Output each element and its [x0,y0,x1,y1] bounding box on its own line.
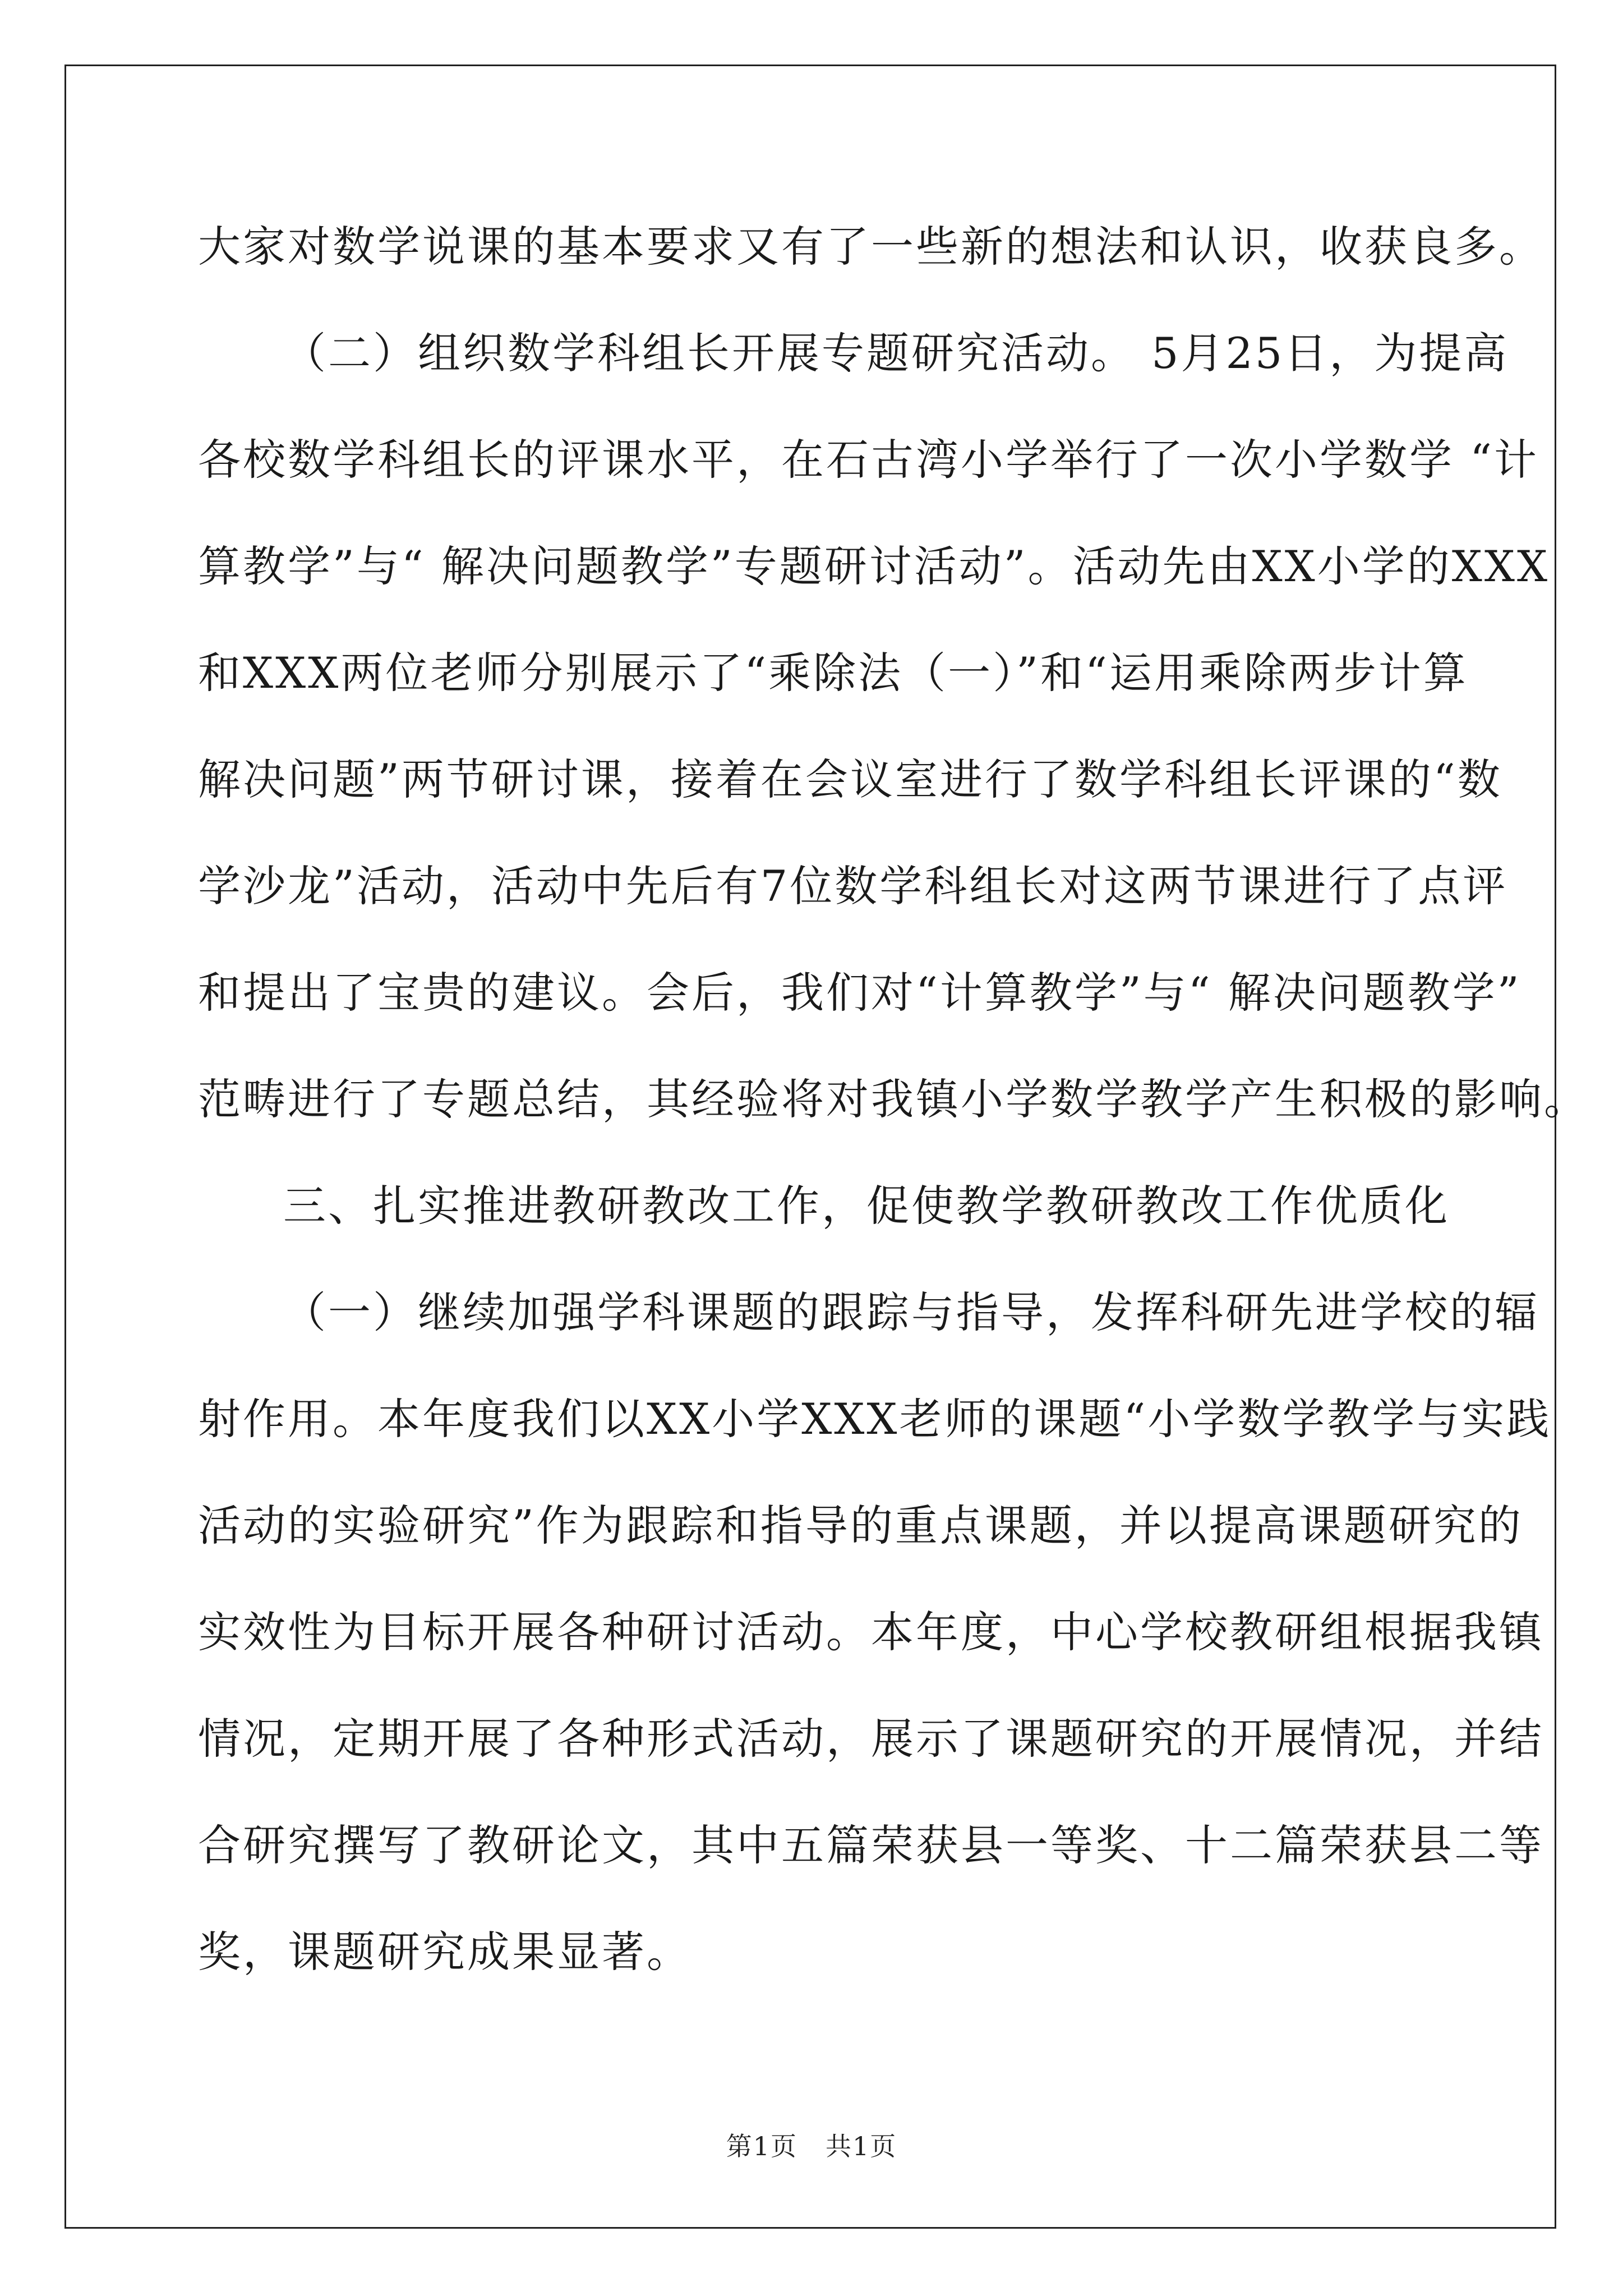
text-line: 各校数学科组长的评课水平，在石古湾小学举行了一次小学数学 “计 [198,435,1539,485]
text-line: 奖，课题研究成果显著。 [198,1927,691,1977]
text-line: 活动的实验研究”作为跟踪和指导的重点课题，并以提高课题研究的 [198,1501,1523,1550]
section-heading: 三、扎实推进教研教改工作，促使教学教研教改工作优质化 [283,1181,1450,1231]
text-line: 解决问题”两节研讨课，接着在会议室进行了数学科组长评课的“数 [198,754,1502,804]
text-line: 情况，定期开展了各种形式活动，展示了课题研究的开展情况，并结 [198,1714,1544,1764]
text-line: 和XXX两位老师分别展示了“乘除法（一）”和“运用乘除两步计算 [198,648,1468,698]
text-line: 算教学”与“ 解决问题教学”专题研讨活动”。活动先由XX小学的XXX [198,541,1550,591]
text-line: 大家对数学说课的基本要求又有了一些新的想法和认识，收获良多。 [198,222,1544,272]
page-number: 第1页 [726,2131,797,2161]
text-line: 和提出了宝贵的建议。会后，我们对“计算教学”与“ 解决问题教学” [198,968,1521,1018]
paragraph-start-line: （二）组织数学科组长开展专题研究活动。 5月25日，为提高 [283,328,1509,378]
text-line: 射作用。本年度我们以XX小学XXX老师的课题“小学数学教学与实践 [198,1394,1552,1444]
page-total: 共1页 [826,2131,897,2161]
text-line: 范畴进行了专题总结，其经验将对我镇小学数学教学产生积极的影响。 [198,1074,1589,1124]
paragraph-start-line: （一）继续加强学科课题的跟踪与指导，发挥科研先进学校的辐 [283,1287,1539,1337]
text-line: 合研究撰写了教研论文，其中五篇荣获县一等奖、十二篇荣获县二等 [198,1820,1544,1870]
text-line: 学沙龙”活动，活动中先后有7位数学科组长对这两节课进行了点评 [198,861,1508,911]
document-body [198,205,1589,2017]
text-line: 实效性为目标开展各种研讨活动。本年度，中心学校教研组根据我镇 [198,1607,1544,1657]
page-footer [0,2126,1623,2163]
